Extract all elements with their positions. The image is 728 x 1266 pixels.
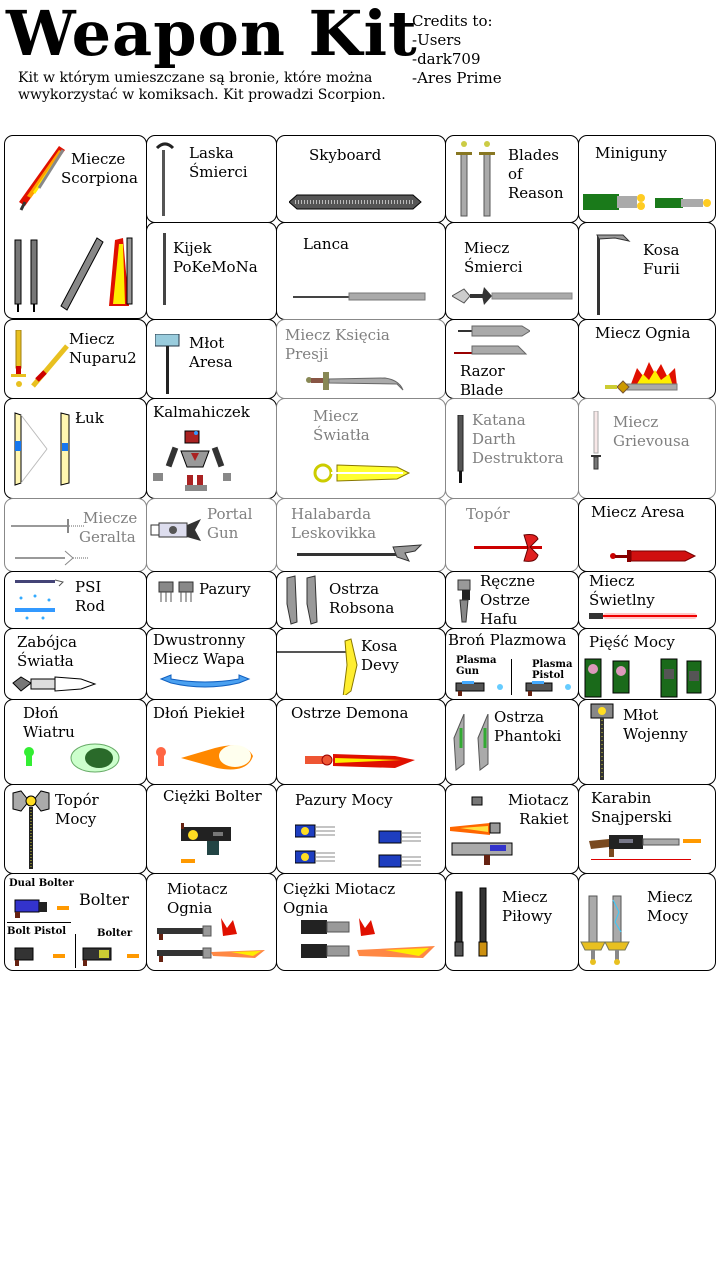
deva-scythe-icon [277,635,361,695]
red-sword-icon [609,547,699,565]
robson-blades-icon [283,574,323,626]
cell-zabojca-swiatla [4,628,147,700]
cell-miecz-ognia [578,319,716,399]
label: Karabin [591,789,652,807]
cell-miotacz-ognia [146,873,277,971]
label: Topór [55,791,99,809]
cell-kalmahiczek [146,398,277,499]
label: Miniguny [595,144,668,162]
cell-reczne-ostrze-hafu [445,571,579,629]
psi-rod-icon [11,578,67,622]
label: Światła [313,426,370,444]
label: Kosa [361,637,398,655]
cell-topor-mocy [4,784,147,874]
label: Grievousa [613,432,690,450]
label: Kijek [173,239,212,257]
label: Miotacz [167,880,228,898]
cell-miecz-ksiecia-presji [276,319,446,399]
label: Ognia [283,899,329,917]
cell-miecz-grievousa [578,398,716,499]
red-lightsaber-icon [589,610,699,622]
label: Devy [361,656,399,674]
label: Bolt Pistol [7,926,67,937]
cell-miecz-aresa [578,498,716,572]
label: Gun [456,666,480,677]
label: Halabarda [291,505,372,523]
cell-razor-blade [445,319,579,399]
cell-dwustronny-miecz-wapa [146,628,277,700]
label: Ręczne [480,572,536,590]
cell-miecze-geralta [4,498,147,572]
label: Snajperski [591,808,672,826]
label: Miecz Wapa [153,650,245,668]
curved-sword-icon [305,370,405,394]
credit-dark709: -dark709 [412,50,481,68]
divider [511,659,512,695]
label: Młot [189,334,225,352]
label: Destruktora [472,449,564,467]
label: Reason [508,184,564,202]
golden-swords-icon [9,330,73,390]
label: Ostrze Demona [291,704,409,722]
fire-sword-icon [603,360,683,394]
bolt-pistol-icon [9,946,71,968]
plasma-pistol-icon [522,679,578,697]
cell-kosa-devy [276,628,446,700]
bow-icon [11,411,71,487]
cell-topor [445,498,579,572]
cell-piesc-mocy [578,628,716,700]
label: Miecz Księcia [285,326,390,344]
cell-pazury [146,571,277,629]
label: Ostrza [329,580,380,598]
label: Skyboard [309,146,382,164]
cell-katana-darth-destruktora [445,398,579,499]
label: Topór [466,505,510,523]
label: Miecz [464,239,510,257]
wind-blast-icon [21,742,121,778]
label: Hafu [480,610,518,628]
double-blade-icon [159,673,251,693]
label: Bolter [79,890,130,909]
label: Scorpiona [61,169,138,187]
label: Dłoń [23,704,59,722]
label: Świetlny [589,591,655,609]
label: Dłoń Piekieł [153,704,245,722]
label: Piłowy [502,907,553,925]
flamer-icon [157,918,273,966]
label: Kalmahiczek [153,403,250,421]
label: Pazury Mocy [295,791,393,809]
label: Razor [460,362,505,380]
hellfire-icon [155,740,265,776]
label: Miecz [502,888,548,906]
label: Kosa [643,241,680,259]
label: Phantoki [494,727,562,745]
heavy-flamer-icon [301,916,441,966]
label: Miecz [613,413,659,431]
credit-ares-prime: -Ares Prime [412,69,502,87]
label: Ciężki Miotacz [283,880,396,898]
power-fist-icon [583,657,711,699]
cell-ostrza-phantoki [445,699,579,785]
label: Wojenny [623,725,688,743]
cell-bolter [4,873,147,971]
label: Plasma [456,655,497,666]
lance-icon [293,291,427,303]
label: Miecz [589,572,635,590]
label: Miecze [71,150,126,168]
stick-icon [163,233,166,305]
cell-skyboard [276,135,446,223]
credit-users: -Users [412,31,462,49]
label: Portal [207,505,253,523]
label: Pistol [532,670,565,681]
cell-miecz-pilowy [445,873,579,971]
label: Miecze [83,509,138,527]
label: Ognia [167,899,213,917]
twin-swords-icon [454,140,500,220]
cell-miecz-mocy [578,873,716,971]
cell-miecz-smierci [445,222,579,320]
cell-mlot-aresa [146,319,277,399]
label: Gun [207,524,239,542]
label: Mocy [647,907,689,925]
label: Wiatru [23,723,75,741]
skyboard-icon [289,194,423,210]
label: Pięść Mocy [589,633,675,651]
cell-dlon-piekiel [146,699,277,785]
chainsword-icon [452,886,492,962]
label: Darth [472,430,516,448]
label: Furii [643,260,680,278]
cell-halabarda-leskovikka [276,498,446,572]
cell-miecze-scorpiona [4,135,147,319]
cell-laska-smierci [146,135,277,223]
minigun-icon [581,190,715,216]
cell-portal-gun [146,498,277,572]
label: Miotacz [508,791,569,809]
label: PoKeMoNa [173,258,258,276]
lightning-claws-icon [295,821,437,871]
label: Bolter [97,928,133,939]
label: Łuk [75,409,104,427]
label: Ostrza [494,708,545,726]
label: Śmierci [464,258,523,276]
label: Pazury [199,580,251,598]
divider [75,934,76,968]
kit-description: Kit w którym umieszczane są bronie, które można wwykorzystać w komiksach. Kit prowadzi Scorpion. [18,70,386,103]
cell-ciezki-miotacz-ognia [276,873,446,971]
label: Presji [285,345,329,363]
label: Nuparu2 [69,349,137,367]
cell-blades-of-reason [445,135,579,223]
cell-ostrze-demona [276,699,446,785]
cell-ostrza-robsona [276,571,446,629]
claws-icon [157,580,197,604]
razor-blade-icon [454,324,530,360]
scythe-icon [593,231,633,317]
label: Blades [508,146,559,164]
credits-heading: Credits to: [412,12,493,30]
label: Światła [17,652,74,670]
cell-kosa-furii [578,222,716,320]
cell-karabin-snajperski [578,784,716,874]
death-sword-icon [452,285,576,307]
label: Zabójca [17,633,77,651]
robot-parts-icon [151,429,231,495]
light-slayer-icon [11,673,97,695]
warhammer-icon [589,702,617,782]
label: Rod [75,597,105,615]
hammer-icon [155,334,181,394]
page-title: Weapon Kit [6,0,418,70]
label: Broń Plazmowa [448,631,567,649]
divider [7,922,71,923]
label: Lanca [303,235,349,253]
label: Miecz [313,407,359,425]
cell-pazury-mocy [276,784,446,874]
label: Robsona [329,599,395,617]
label: Śmierci [189,163,248,181]
label: PSI [75,578,102,596]
cell-miecz-swiatla [276,398,446,499]
katana-icon [456,415,466,485]
label: of [508,165,523,183]
cell-miecz-swietlny [578,571,716,629]
label: Rakiet [519,810,569,828]
label: Miecz [69,330,115,348]
cell-ciezki-bolter [146,784,277,874]
cell-psi-rod [4,571,147,629]
label: Plasma [532,659,573,670]
demon-blade-icon [305,750,417,772]
credits [412,12,502,88]
cell-kijek-pokemona [146,222,277,320]
cell-miecz-nuparu2 [4,319,147,399]
label: Ciężki Bolter [163,787,262,805]
portal-gun-icon [149,517,205,547]
label: Katana [472,411,526,429]
label: Miecz Aresa [591,503,685,521]
label: Miecz [647,888,693,906]
cell-miotacz-rakiet [445,784,579,874]
power-sword-icon [579,892,639,968]
label: Aresa [189,353,233,371]
power-axe-icon [11,789,51,871]
plasma-gun-icon [452,679,508,697]
label: Dual Bolter [9,878,74,889]
staff-icon [153,140,177,220]
heavy-bolter-icon [177,823,237,867]
cell-luk [4,398,147,499]
lightsaber-icon [589,411,605,471]
light-sword-icon [313,459,413,487]
cell-mlot-wojenny [578,699,716,785]
hand-blade-icon [456,578,476,624]
label: Dwustronny [153,631,246,649]
label: Ostrze [480,591,530,609]
label: Laska [189,144,234,162]
sniper-rifle-icon [589,833,713,863]
halberd-icon [297,543,427,565]
label: Miecz Ognia [595,324,691,342]
cell-bron-plazmowa [445,628,579,700]
swords-icon [11,234,143,314]
flaming-sword-icon [11,140,71,212]
label: Mocy [55,810,97,828]
cell-lanca [276,222,446,320]
bolter-gun-icon [79,946,145,968]
label: Geralta [79,528,136,546]
label: Młot [623,706,659,724]
cell-dlon-wiatru [4,699,147,785]
dual-bolter-icon [11,894,71,920]
cell-miniguny [578,135,716,223]
red-axe-icon [474,533,548,563]
phantoka-blades-icon [450,714,494,772]
label: Blade [460,381,504,399]
label: Leskovikka [291,524,377,542]
